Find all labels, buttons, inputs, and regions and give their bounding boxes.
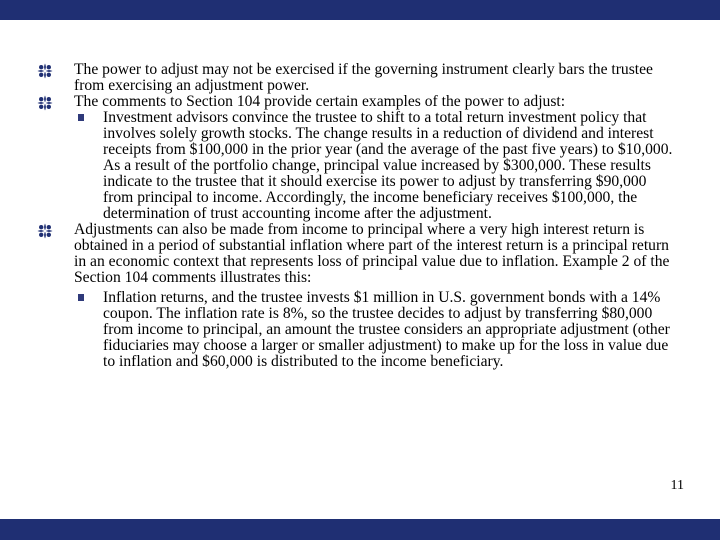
bullet-item-1 bbox=[37, 62, 677, 94]
bottom-banner-bar bbox=[0, 519, 720, 540]
sub-bullet-text: Inflation returns, and the trustee invests $1 million in U.S. government bonds with a 14% coupon. The inflation rate is 8%, so the trustee decides to adjust by transferring $80,000 from income to principal, an amount the trustee considers an appropriate adjustment (other fiduciaries may choose a larger or smaller adjustment) to make up for the loss in value due to inflation and $60,000 is distributed to the income beneficiary. bbox=[103, 289, 670, 370]
diamond-bullet-icon bbox=[37, 63, 53, 79]
square-bullet-icon bbox=[78, 114, 84, 121]
slide-content bbox=[37, 62, 677, 370]
top-banner-bar bbox=[0, 0, 720, 20]
sub-bullet-text: Investment advisors convince the trustee to shift to a total return investment policy that involves solely growth stocks. The change results in a reduction of dividend and interest receipts from $100,000 in the prior year (and the average of the past five years) to $10,000. As a result of the portfolio change, principal value increased by $300,000. These results indicate to the trustee that it should exercise its power to adjust by transferring $90,000 from principal to income. Accordingly, the income beneficiary receives $100,000, the determination of trust accounting income after the adjustment. bbox=[103, 109, 673, 222]
square-bullet-icon bbox=[78, 294, 84, 301]
bullet-text: The comments to Section 104 provide certain examples of the power to adjust: bbox=[74, 93, 566, 110]
bullet-item-2 bbox=[37, 94, 677, 110]
bullet-text: The power to adjust may not be exercised if the governing instrument clearly bars the trustee from exercising an adjustment power. bbox=[74, 61, 653, 94]
sub-bullet-item-1 bbox=[37, 110, 677, 222]
sub-bullet-item-2 bbox=[37, 290, 677, 370]
bullet-text: Adjustments can also be made from income to principal where a very high interest return is obtained in a period of substantial inflation where part of the interest return is a principal return in an economic context that represents loss of principal value due to inflation. Example 2 of the Section 104 comments illustrates this: bbox=[74, 221, 670, 286]
bullet-item-3 bbox=[37, 222, 677, 286]
page-number: 11 bbox=[670, 478, 684, 493]
diamond-bullet-icon bbox=[37, 223, 53, 239]
diamond-bullet-icon bbox=[37, 95, 53, 111]
